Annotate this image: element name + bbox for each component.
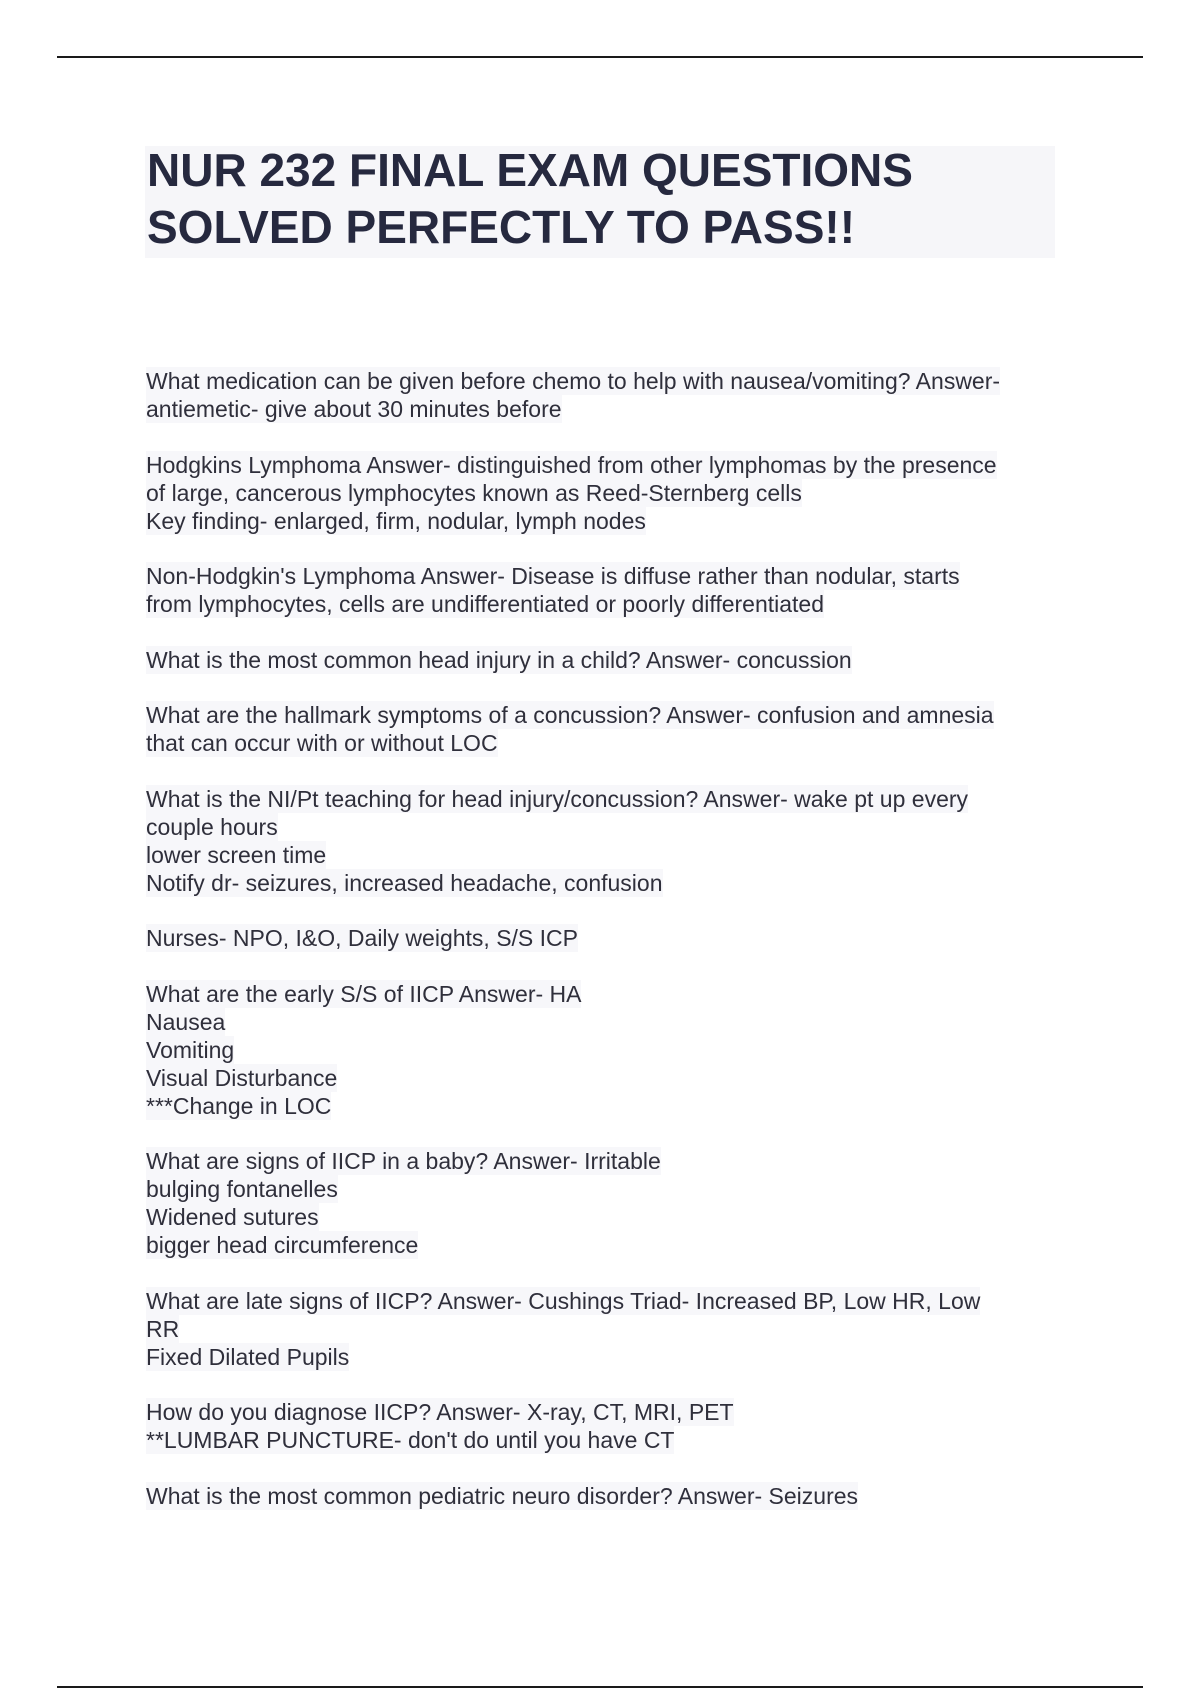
qa-line: Hodgkins Lymphoma Answer- distinguished from other lymphomas by the presence — [146, 451, 997, 478]
qa-line: Notify dr- seizures, increased headache, confusion — [146, 869, 663, 896]
qa-line: that can occur with or without LOC — [146, 730, 498, 756]
qa-entry — [146, 785, 1066, 897]
qa-line: Fixed Dilated Pupils — [146, 1343, 350, 1370]
qa-line: Nurses- NPO, I&O, Daily weights, S/S ICP — [146, 925, 579, 951]
qa-entry — [146, 562, 1066, 618]
qa-line: from lymphocytes, cells are undifferentiated or poorly differentiated — [146, 591, 825, 617]
qa-line: lower screen time — [146, 841, 327, 868]
qa-line: What are the early S/S of IICP Answer- HA — [146, 980, 582, 1007]
qa-line: What are the hallmark symptoms of a concussion? Answer- confusion and amnesia — [146, 702, 994, 728]
qa-line: What is the most common head injury in a child? Answer- concussion — [146, 646, 852, 673]
qa-line: What is the most common pediatric neuro disorder? Answer- Seizures — [146, 1482, 859, 1509]
qa-list — [146, 367, 1066, 1537]
qa-line: Non-Hodgkin's Lymphoma Answer- Disease is diffuse rather than nodular, starts — [146, 563, 960, 589]
document-title — [147, 142, 1047, 256]
qa-entry — [146, 1147, 1066, 1259]
qa-entry — [146, 924, 1066, 952]
qa-line: What is the NI/Pt teaching for head injury/concussion? Answer- wake pt up every — [146, 785, 969, 812]
qa-line: couple hours — [146, 813, 278, 840]
qa-line: **LUMBAR PUNCTURE- don't do until you have CT — [146, 1427, 675, 1453]
qa-line: Nausea — [146, 1008, 226, 1035]
qa-entry — [146, 646, 1066, 674]
qa-line: What are late signs of IICP? Answer- Cushings Triad- Increased BP, Low HR, Low — [146, 1287, 981, 1314]
qa-entry — [146, 1482, 1066, 1510]
qa-line: Widened sutures — [146, 1204, 319, 1230]
qa-line: Key finding- enlarged, firm, nodular, lymph nodes — [146, 507, 646, 534]
qa-line: How do you diagnose IICP? Answer- X-ray, CT, MRI, PET — [146, 1399, 734, 1425]
qa-line: ***Change in LOC — [146, 1092, 332, 1119]
qa-line: bigger head circumference — [146, 1232, 419, 1258]
title-line: NUR 232 FINAL EXAM QUESTIONS — [147, 144, 913, 196]
top-rule — [57, 56, 1143, 58]
qa-line: of large, cancerous lymphocytes known as Reed-Sternberg cells — [146, 479, 802, 506]
qa-line: Vomiting — [146, 1036, 235, 1063]
qa-entry — [146, 451, 1066, 535]
qa-line: What are signs of IICP in a baby? Answer- Irritable — [146, 1148, 661, 1174]
title-line: SOLVED PERFECTLY TO PASS!! — [147, 201, 856, 253]
qa-entry — [146, 980, 1066, 1120]
qa-line: What medication can be given before chemo to help with nausea/vomiting? Answer- — [146, 368, 1001, 394]
qa-entry — [146, 701, 1066, 757]
qa-entry — [146, 1398, 1066, 1454]
bottom-rule — [57, 1686, 1143, 1688]
qa-entry — [146, 367, 1066, 423]
qa-line: Visual Disturbance — [146, 1064, 338, 1091]
qa-entry — [146, 1287, 1066, 1371]
qa-line: antiemetic- give about 30 minutes before — [146, 396, 562, 422]
qa-line: bulging fontanelles — [146, 1176, 338, 1202]
qa-line: RR — [146, 1315, 180, 1342]
